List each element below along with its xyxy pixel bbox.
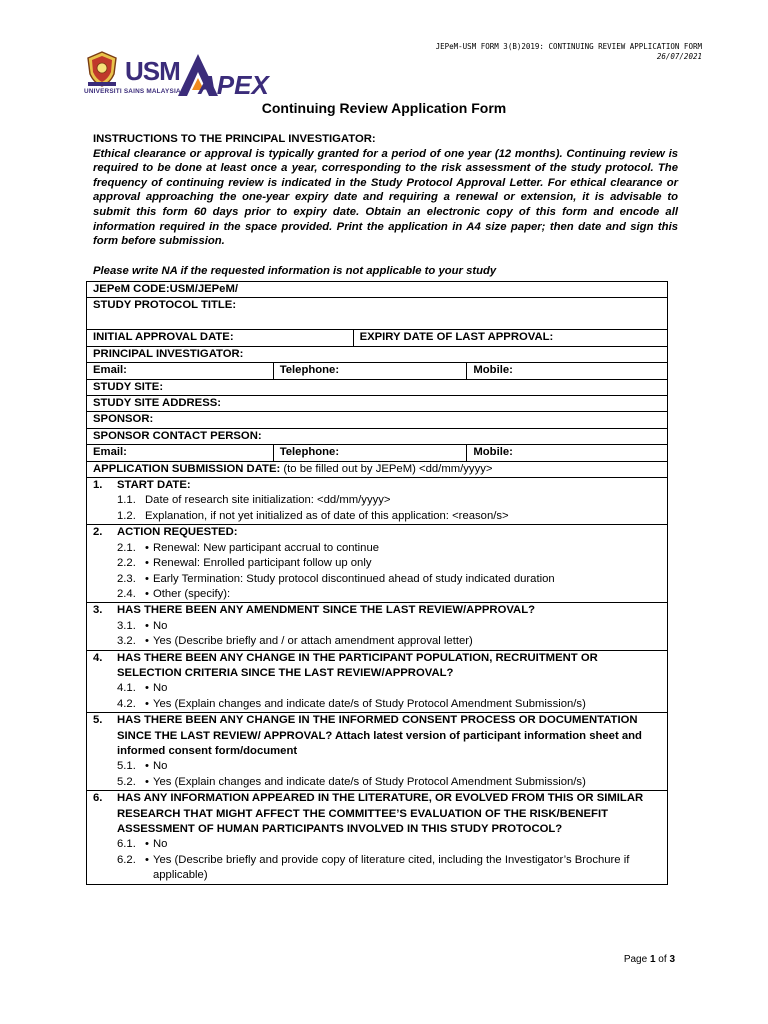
- option-no[interactable]: [93, 759, 661, 774]
- sponsor-email-field[interactable]: Email:: [87, 445, 274, 461]
- study-site-address-field[interactable]: STUDY SITE ADDRESS:: [87, 396, 668, 412]
- item-number: 6.2.: [117, 853, 136, 866]
- item-text: Yes (Describe briefly and provide copy of literature cited, including the Investigator’s Brochure if applicable): [152, 853, 630, 882]
- section-title: ACTION REQUESTED:: [117, 526, 238, 539]
- item-number: 4.1.: [117, 682, 136, 695]
- item-number: 3.2.: [117, 635, 136, 648]
- principal-investigator-field[interactable]: PRINCIPAL INVESTIGATOR:: [87, 346, 668, 362]
- jepem-code-field[interactable]: JEPeM CODE:USM/JEPeM/: [87, 282, 668, 298]
- sponsor-telephone-field[interactable]: Telephone:: [273, 445, 467, 461]
- page-title: Continuing Review Application Form: [261, 100, 507, 116]
- bullet-icon: •: [145, 853, 149, 866]
- bullet-icon: •: [145, 572, 149, 585]
- section-informed-consent: [87, 713, 668, 791]
- bullet-icon: •: [145, 838, 149, 851]
- sponsor-contact-field[interactable]: SPONSOR CONTACT PERSON:: [87, 428, 668, 444]
- bullet-icon: •: [145, 541, 149, 554]
- option-yes[interactable]: [93, 697, 661, 712]
- usm-logo-subtitle: UNIVERSITI SAINS MALAYSIA: [84, 88, 181, 95]
- instructions-heading: INSTRUCTIONS TO THE PRINCIPAL INVESTIGATOR:: [93, 133, 376, 145]
- pi-mobile-field[interactable]: Mobile:: [467, 363, 668, 379]
- option-other[interactable]: [93, 587, 661, 602]
- item-text: No: [152, 760, 168, 773]
- item-text: Yes (Describe briefly and / or attach amendment approval letter): [152, 635, 473, 648]
- section-number: 6.: [93, 792, 103, 805]
- item-text: No: [152, 838, 168, 851]
- section-title: HAS THERE BEEN ANY AMENDMENT SINCE THE LAST REVIEW/APPROVAL?: [117, 604, 536, 617]
- item-text: Other (specify):: [152, 587, 231, 600]
- section-number: 4.: [93, 651, 103, 664]
- section-participant-population: [87, 650, 668, 713]
- usm-logo: USM: [125, 56, 180, 86]
- item-number: 6.1.: [117, 838, 136, 851]
- na-note: Please write NA if the requested information is not applicable to your study: [93, 265, 497, 277]
- item-text: Renewal: Enrolled participant follow up only: [152, 557, 372, 570]
- submission-date-note: (to be filled out by JEPeM) <dd/mm/yyyy>: [280, 462, 493, 475]
- item-number: 5.2.: [117, 775, 136, 788]
- item-text: Yes (Explain changes and indicate date/s of Study Protocol Amendment Submission/s): [152, 697, 586, 710]
- item-text[interactable]: Explanation, if not yet initialized as of date of this application: <reason/s>: [145, 509, 509, 522]
- page-label: Page: [623, 954, 650, 965]
- item-number: 5.1.: [117, 760, 136, 773]
- form-reference-date: 26/07/2021: [656, 52, 702, 61]
- item-text: Renewal: New participant accrual to continue: [152, 541, 380, 554]
- instructions-body: Ethical clearance or approval is typically granted for a period of one year (12 months). Continuing review is required to be done at least once a year, corresponding to the risk assessment of the study protocol. The frequency of continuing review is indicated in the Study Protocol Approval Letter. For ethical clearance or approval approaching the one-year expiry date and requiring a renewal or extension, it is advisable to submit this form 60 days prior to expiry date. Obtain an electronic copy of this form and encode all information required in the space provided. Print the application in A4 size paper; then date and sign this form before submission.: [93, 147, 678, 248]
- item-text: Yes (Explain changes and indicate date/s of Study Protocol Amendment Submission/s): [152, 775, 586, 788]
- expiry-date-field[interactable]: EXPIRY DATE OF LAST APPROVAL:: [353, 330, 667, 346]
- option-no[interactable]: [93, 681, 661, 696]
- bullet-icon: •: [145, 587, 149, 600]
- item-number: 1.2.: [117, 509, 136, 522]
- item-text: No: [152, 682, 168, 695]
- section-title: START DATE:: [117, 479, 191, 492]
- study-title-field[interactable]: STUDY PROTOCOL TITLE:: [87, 298, 668, 330]
- option-no[interactable]: [93, 837, 661, 852]
- section-amendment: [87, 603, 668, 650]
- option-renewal-followup[interactable]: [93, 556, 661, 571]
- bullet-icon: •: [145, 697, 149, 710]
- option-early-termination[interactable]: [93, 572, 661, 587]
- section-start-date: [87, 478, 668, 525]
- application-form-table: [86, 281, 668, 885]
- bullet-icon: •: [145, 619, 149, 632]
- section-number: 1.: [93, 479, 103, 492]
- page-of: of: [655, 954, 670, 965]
- bullet-icon: •: [145, 635, 149, 648]
- option-renewal-new[interactable]: [93, 541, 661, 556]
- form-reference-code: JEPeM-USM FORM 3(B)2019: CONTINUING REVIEW APPLICATION FORM: [435, 42, 702, 51]
- pi-telephone-field[interactable]: Telephone:: [273, 363, 467, 379]
- option-yes[interactable]: [93, 775, 661, 790]
- apex-logo: [176, 52, 276, 98]
- usm-crest-icon: [84, 50, 120, 88]
- pi-email-field[interactable]: Email:: [87, 363, 274, 379]
- item-text: Early Termination: Study protocol discontinued ahead of study indicated duration: [152, 572, 555, 585]
- instructions: [93, 132, 678, 249]
- section-title: HAS ANY INFORMATION APPEARED IN THE LITERATURE, OR EVOLVED FROM THIS OR SIMILAR RESEARCH THAT MIGHT AFFECT THE COMMITTEE’S EVALUATION OF THE RISK/BENEFIT ASSESSMENT OF HUMAN PARTICIPANTS INVOLVED IN THIS STUDY PROTOCOL?: [117, 792, 644, 835]
- item-text: No: [152, 619, 168, 632]
- bullet-icon: •: [145, 760, 149, 773]
- page-total: 3: [669, 954, 675, 965]
- apex-logo-text: APEX: [198, 70, 269, 98]
- bullet-icon: •: [145, 557, 149, 570]
- item-number: 1.1.: [117, 494, 136, 507]
- page-footer: [624, 954, 675, 965]
- bullet-icon: •: [145, 775, 149, 788]
- study-site-field[interactable]: STUDY SITE:: [87, 379, 668, 395]
- item-number: 2.3.: [117, 572, 136, 585]
- section-number: 3.: [93, 604, 103, 617]
- item-text[interactable]: Date of research site initialization: <dd/mm/yyyy>: [145, 494, 391, 507]
- section-action-requested: [87, 525, 668, 603]
- option-yes[interactable]: [93, 634, 661, 649]
- submission-date-label: APPLICATION SUBMISSION DATE:: [93, 462, 281, 475]
- item-number: 3.1.: [117, 619, 136, 632]
- page-current: 1: [649, 954, 656, 965]
- option-no[interactable]: [93, 619, 661, 634]
- item-number: 2.1.: [117, 541, 136, 554]
- section-number: 5.: [93, 714, 103, 727]
- section-number: 2.: [93, 526, 103, 539]
- item-number: 2.2.: [117, 557, 136, 570]
- sponsor-mobile-field[interactable]: Mobile:: [467, 445, 668, 461]
- initial-approval-date-field[interactable]: INITIAL APPROVAL DATE:: [87, 330, 354, 346]
- item-number: 4.2.: [117, 697, 136, 710]
- form-reference: [436, 42, 702, 62]
- sponsor-field[interactable]: SPONSOR:: [87, 412, 668, 428]
- item-number: 2.4.: [117, 587, 136, 600]
- option-yes[interactable]: [93, 853, 661, 884]
- section-literature: [87, 791, 668, 884]
- section-title: HAS THERE BEEN ANY CHANGE IN THE PARTICIPANT POPULATION, RECRUITMENT OR SELECTION CRITERIA SINCE THE LAST REVIEW/APPROVAL?: [117, 651, 598, 679]
- bullet-icon: •: [145, 682, 149, 695]
- submission-date-field[interactable]: [87, 461, 668, 477]
- section-title: HAS THERE BEEN ANY CHANGE IN THE INFORMED CONSENT PROCESS OR DOCUMENTATION SINCE THE LAST REVIEW/ APPROVAL? Attach latest version of participant information sheet and informed consent form/document: [117, 714, 642, 757]
